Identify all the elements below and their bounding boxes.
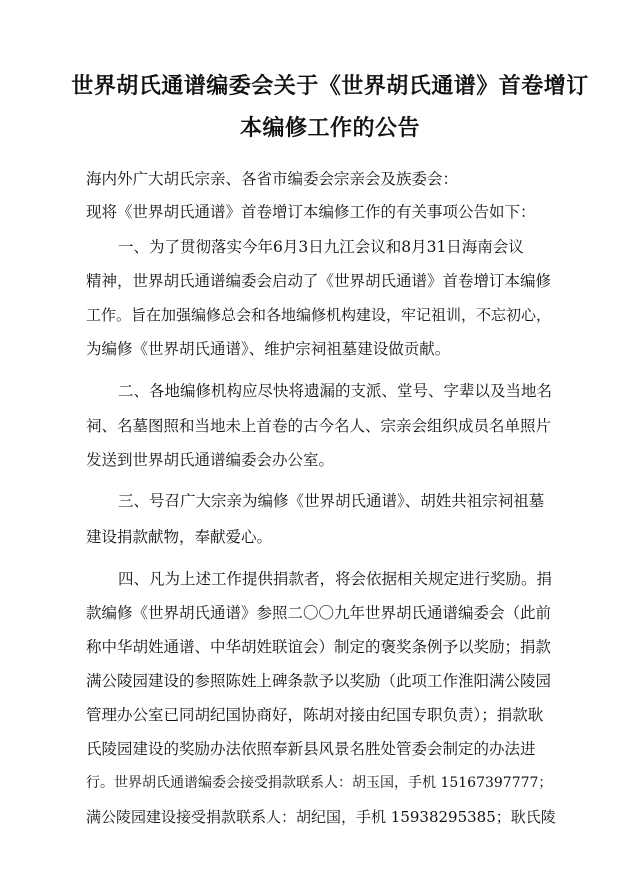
paragraph-1-line: 一、为了贯彻落实今年6月3日九江会议和8月31日海南会议: [118, 238, 524, 256]
paragraph-4-line: 管理办公室已同胡纪国协商好，陈胡对接由纪国专职负责）；捐款耿: [86, 706, 544, 724]
salutation: 海内外广大胡氏宗亲、各省市编委会宗亲会及族委会：: [86, 170, 459, 188]
paragraph-2-line: 二、各地编修机构应尽快将遗漏的支派、堂号、字辈以及当地名: [118, 382, 553, 400]
paragraph-1-line: 精神，世界胡氏通谱编委会启动了《世界胡氏通谱》首卷增订本编修: [86, 272, 552, 290]
paragraph-1-line: 为编修《世界胡氏通谱》、维护宗祠祖墓建设做贡献。: [86, 340, 451, 358]
paragraph-4-line: 行。世界胡氏通谱编委会接受捐款联系人：胡玉国，手机 15167397777；: [86, 775, 553, 791]
paragraph-3-line: 三、号召广大宗亲为编修《世界胡氏通谱》、胡姓共祖宗祠祖墓: [118, 492, 545, 510]
notice-title-line-2: 本编修工作的公告: [239, 116, 420, 141]
paragraph-4-line: 款编修《世界胡氏通谱》参照二〇〇九年世界胡氏通谱编委会（此前: [86, 604, 552, 622]
paragraph-2-line: 发送到世界胡氏通谱编委会办公室。: [86, 451, 335, 469]
paragraph-4-line: 氏陵园建设的奖励办法依照奉新县风景名胜处管委会制定的办法进: [86, 740, 536, 758]
paragraph-4-line: 满公陵园建设的参照陈姓上碑条款予以奖励（此项工作淮阳满公陵园: [86, 672, 552, 690]
paragraph-4-line: 四、凡为上述工作提供捐款者，将会依据相关规定进行奖励。捐: [118, 570, 553, 588]
intro-line: 现将《世界胡氏通谱》首卷增订本编修工作的有关事项公告如下：: [86, 203, 536, 221]
paragraph-4-line: 称中华胡姓通谱、中华胡姓联谊会）制定的褒奖条例予以奖励；捐款: [86, 638, 552, 656]
paragraph-3-line: 建设捐款献物，奉献爱心。: [86, 528, 273, 546]
paragraph-4-line: 满公陵园建设接受捐款联系人：胡纪国，手机 15938295385；耿氏陵: [86, 808, 556, 826]
paragraph-2-line: 祠、名墓图照和当地未上首卷的古今名人、宗亲会组织成员名单照片: [86, 417, 552, 435]
paragraph-1-line: 工作。旨在加强编修总会和各地编修机构建设，牢记祖训，不忘初心，: [86, 306, 552, 324]
notice-title-line-1: 世界胡氏通谱编委会关于《世界胡氏通谱》首卷增订: [71, 74, 589, 99]
